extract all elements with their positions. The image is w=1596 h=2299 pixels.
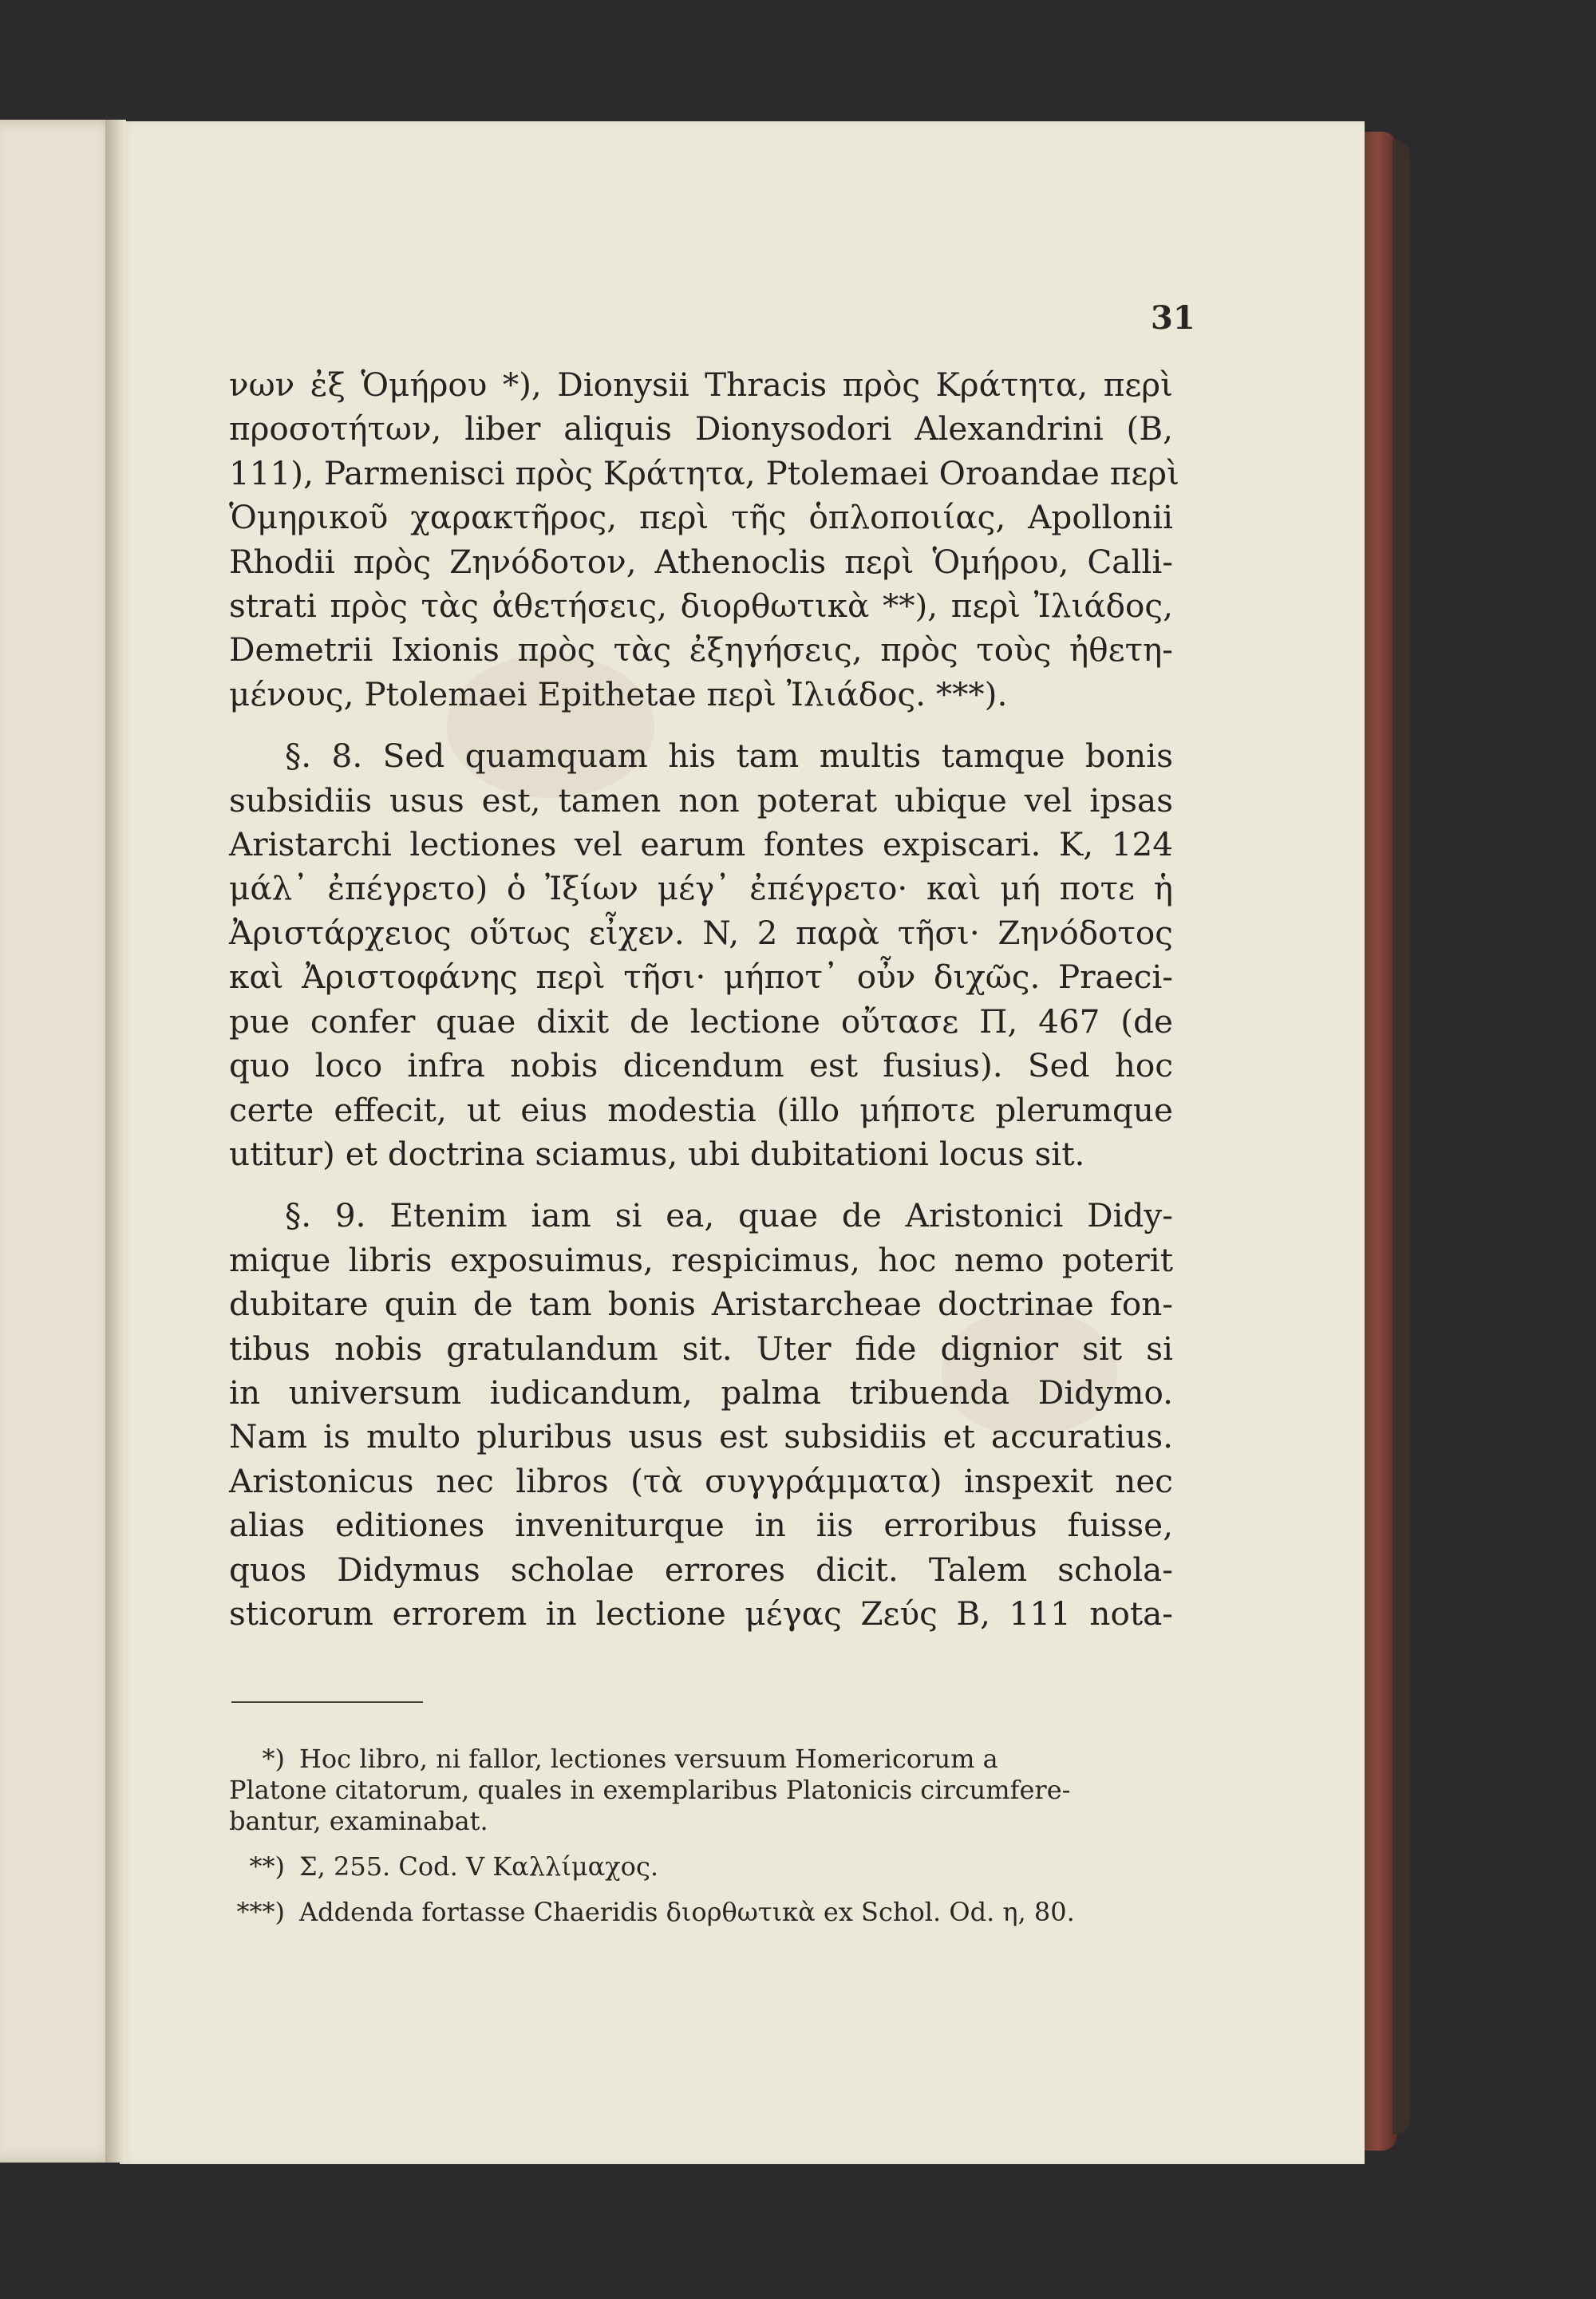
text-line: strati πρὸς τὰς ἀθετήσεις, διορθωτικὰ **), περὶ Ἰλιάδος, [229, 587, 1173, 626]
footnote-line: Platone citatorum, quales in exemplaribus Platonicis circumfere- [229, 1775, 1071, 1805]
footnote-marker: ***) [236, 1897, 285, 1927]
footnotes [229, 1744, 1173, 1928]
footnote-separator [231, 1701, 423, 1703]
text-line: Aristonicus nec libros (τὰ συγγράμματα) inspexit nec [229, 1461, 1173, 1500]
text-line: μάλ᾽ ἐπέγρετο) ὁ Ἰξίων μέγ᾽ ἐπέγρετο· καὶ μή ποτε ἡ [229, 869, 1173, 908]
text-line: Demetrii Ixionis πρὸς τὰς ἐξηγήσεις, πρὸς τοὺς ἠθετη- [229, 630, 1173, 670]
book-gutter [105, 120, 126, 2163]
footnote-marker: **) [249, 1851, 285, 1882]
text-line: certe effecit, ut eius modestia (illo μήποτε plerumque [229, 1090, 1173, 1129]
footnote-line: Σ, 255. Cod. V Καλλίμαχος. [299, 1851, 659, 1882]
paragraph-section-8 [229, 734, 1173, 1176]
footnote-line: bantur, examinabat. [229, 1806, 488, 1836]
text-line: quo loco infra nobis dicendum est fusius). Sed hoc [229, 1046, 1173, 1085]
text-line: §. 9. Etenim iam si ea, quae de Aristonici Didy- [285, 1196, 1173, 1235]
text-line: mique libris exposuimus, respicimus, hoc nemo poterit [229, 1240, 1173, 1279]
paragraph-section-9 [229, 1194, 1173, 1636]
book-cover-edge [1393, 140, 1410, 2135]
footnote-line: Hoc libro, ni fallor, lectiones versuum Homericorum a [299, 1744, 998, 1774]
text-line: Ἀριστάρχειος οὕτως εἶχεν. N, 2 παρὰ τῆσι· Ζηνόδοτος [229, 913, 1173, 952]
text-line: tibus nobis gratulandum sit. Uter fide dignior sit si [229, 1329, 1173, 1368]
text-line: utitur) et doctrina sciamus, ubi dubitationi locus sit. [229, 1134, 1085, 1173]
text-line: sticorum errorem in lectione μέγας Ζεύς B, 111 nota- [229, 1594, 1173, 1633]
text-line: in universum iudicandum, palma tribuenda Didymo. [229, 1373, 1173, 1412]
text-line: Nam is multo pluribus usus est subsidiis et accuratius. [229, 1417, 1173, 1456]
left-page-edge [0, 120, 120, 2163]
text-line: καὶ Ἀριστοφάνης περὶ τῆσι· μήποτ᾽ οὖν διχῶς. Praeci- [229, 958, 1173, 997]
page-fore-edge [1365, 132, 1396, 2151]
text-line: μένους, Ptolemaei Epithetae περὶ Ἰλιάδος. ***). [229, 674, 1008, 713]
footnote-1 [229, 1744, 1173, 1837]
text-line: Ὁμηρικοῦ χαρακτῆρος, περὶ τῆς ὁπλοποιίας, Apollonii [229, 498, 1173, 537]
footnote-marker: *) [262, 1744, 285, 1774]
text-line: quos Didymus scholae errores dicit. Talem schola- [229, 1550, 1173, 1589]
text-line: Rhodii πρὸς Ζηνόδοτον, Athenoclis περὶ Ὁμήρου, Calli- [229, 542, 1173, 581]
page-number: 31 [1151, 299, 1195, 337]
text-line: alias editiones inveniturque in iis erroribus fuisse, [229, 1506, 1173, 1545]
footnote-3 [229, 1897, 1173, 1928]
text-line: προσοτήτων, liber aliquis Dionysodori Alexandrini (B, [229, 409, 1173, 448]
paragraph-continuation [229, 363, 1179, 717]
text-line: pue confer quae dixit de lectione οὔτασε Π, 467 (de [229, 1001, 1173, 1041]
text-line: 111), Parmenisci πρὸς Κράτητα, Ptolemaei Oroandae περὶ [229, 453, 1179, 492]
text-line: νων ἐξ Ὁμήρου *), Dionysii Thracis πρὸς Κράτητα, περὶ [229, 365, 1173, 404]
main-text [229, 363, 1179, 1636]
footnote-line: Addenda fortasse Chaeridis διορθωτικὰ ex Schol. Od. η, 80. [299, 1897, 1075, 1927]
text-line: dubitare quin de tam bonis Aristarcheae doctrinae fon- [229, 1285, 1173, 1324]
text-line: Aristarchi lectiones vel earum fontes expiscari. K, 124 [229, 825, 1173, 864]
footnote-2 [229, 1851, 1173, 1882]
text-line: §. 8. Sed quamquam his tam multis tamque bonis [285, 737, 1173, 776]
text-line: subsidiis usus est, tamen non poterat ubique vel ipsas [229, 780, 1173, 820]
